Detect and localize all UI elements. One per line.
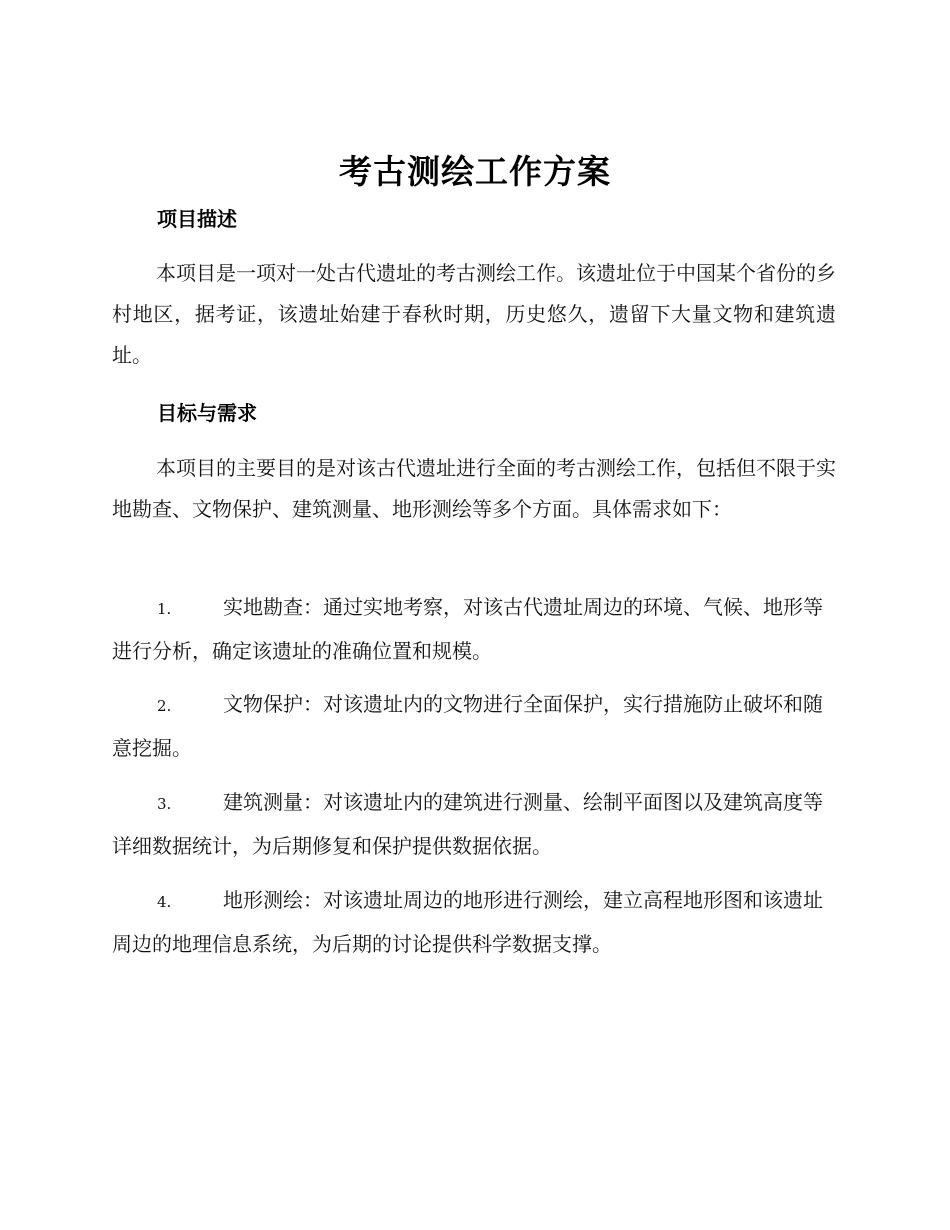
document-title: 考古测绘工作方案 (339, 152, 611, 191)
list-item-number: 3. (157, 795, 172, 813)
project-description-paragraph: 本项目是一项对一处古代遗址的考古测绘工作。该遗址位于中国某个省份的乡村地区，据考证，该遗址始建于春秋时期，历史悠久，遗留下大量文物和建筑遗址。 (112, 261, 836, 367)
list-item-number: 1. (157, 600, 172, 618)
list-item (112, 683, 836, 769)
list-item-text: 建筑测量：对该遗址内的建筑进行测量、绘制平面图以及建筑高度等详细数据统计，为后期修复和保护提供数据依据。 (112, 790, 823, 858)
list-item-text: 地形测绘：对该遗址周边的地形进行测绘，建立高程地形图和该遗址周边的地理信息系统，为后期的讨论提供科学数据支撑。 (112, 888, 823, 956)
list-item-number: 4. (157, 893, 172, 911)
section-heading-project-description: 项目描述 (157, 207, 237, 231)
section-heading-goals-and-requirements: 目标与需求 (157, 401, 257, 425)
list-item (112, 586, 836, 672)
list-item (112, 781, 836, 867)
list-item (112, 879, 836, 965)
goals-paragraph: 本项目的主要目的是对该古代遗址进行全面的考古测绘工作，包括但不限于实地勘查、文物保护、建筑测量、地形测绘等多个方面。具体需求如下： (112, 456, 836, 521)
list-item-text: 文物保护：对该遗址内的文物进行全面保护，实行措施防止破坏和随意挖掘。 (112, 692, 823, 760)
list-item-text: 实地勘查：通过实地考察，对该古代遗址周边的环境、气候、地形等进行分析，确定该遗址的准确位置和规模。 (112, 595, 823, 663)
list-item-number: 2. (157, 697, 172, 715)
